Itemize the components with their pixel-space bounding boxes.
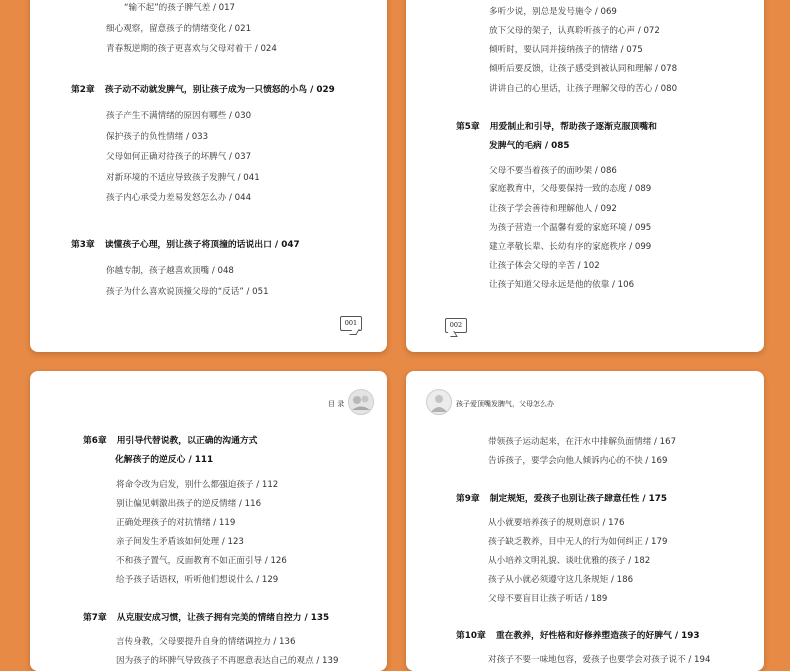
chapter-heading-5-cont: 发脾气的毛病 / 085 — [489, 141, 570, 151]
chapter-heading-9: 第9章 制定规矩，爱孩子也别让孩子肆意任性 / 175 — [456, 494, 667, 504]
toc-entry: 将命令改为启发，别什么都强迫孩子 / 112 — [116, 480, 279, 490]
toc-entry: 从小培养文明礼貌、谈吐优雅的孩子 / 182 — [488, 556, 651, 566]
toc-entry: 倾听时，要认同并接纳孩子的情绪 / 075 — [489, 45, 643, 55]
toc-entry: 父母如何正确对待孩子的坏脾气 / 037 — [106, 152, 252, 162]
toc-entry: 青春叛逆期的孩子更喜欢与父母对着干 / 024 — [106, 44, 277, 54]
toc-entry: 让孩子学会善待和理解他人 / 092 — [489, 204, 617, 214]
toc-entry: 对新环境的不适应导致孩子发脾气 / 041 — [106, 173, 260, 183]
running-header: 目 录 — [328, 400, 345, 408]
toc-entry: 从小就要培养孩子的规则意识 / 176 — [488, 518, 625, 528]
toc-entry: 保护孩子的负性情绪 / 033 — [106, 132, 209, 142]
toc-entry: 给予孩子话语权，听听他们想说什么 / 129 — [116, 575, 279, 585]
chapter-heading-3: 第3章 读懂孩子心理，别让孩子将顶撞的话说出口 / 047 — [71, 240, 300, 250]
chapter-heading-6-cont: 化解孩子的逆反心 / 111 — [115, 455, 214, 465]
toc-entry: 因为孩子的坏脾气导致孩子不再愿意表达自己的观点 / 139 — [116, 656, 339, 666]
toc-entry: 建立孝敬长辈、长幼有序的家庭秩序 / 099 — [489, 242, 652, 252]
toc-entry: 孩子内心承受力差易发怒怎么办 / 044 — [106, 193, 252, 203]
page-number-badge: 002 — [445, 318, 467, 333]
toc-entry: 为孩子营造一个温馨有爱的家庭环境 / 095 — [489, 223, 652, 233]
chapter-heading-7: 第7章 从克服安成习惯，让孩子拥有完美的情绪自控力 / 135 — [83, 613, 330, 623]
header-avatar-icon — [426, 389, 452, 415]
toc-entry: 告诉孩子，要学会向他人倾诉内心的不快 / 169 — [488, 456, 668, 466]
toc-entry: 倾听后要反馈，让孩子感受到被认同和理解 / 078 — [489, 64, 678, 74]
toc-entry: 多听少说，别总是发号施令 / 069 — [489, 7, 617, 17]
toc-entry: 不和孩子置气，反面教育不如正面引导 / 126 — [116, 556, 287, 566]
toc-page-4 — [406, 371, 764, 671]
chapter-heading-2: 第2章 孩子动不动就发脾气，别让孩子成为一只愤怒的小鸟 / 029 — [71, 85, 335, 95]
toc-entry: “输不起”的孩子脾气差 / 017 — [124, 3, 236, 13]
toc-page-1 — [30, 0, 387, 352]
toc-entry: 让孩子知道父母永远是他的依靠 / 106 — [489, 280, 635, 290]
toc-entry: 孩子缺乏教养，目中无人的行为如何纠正 / 179 — [488, 537, 668, 547]
toc-entry: 对孩子不要一味地包容，爱孩子也要学会对孩子说不 / 194 — [488, 655, 711, 665]
toc-page-3 — [30, 371, 387, 671]
toc-entry: 家庭教育中，父母要保持一致的态度 / 089 — [489, 184, 652, 194]
toc-entry: 孩子从小就必须遵守这几条规矩 / 186 — [488, 575, 634, 585]
toc-entry: 孩子为什么喜欢说顶撞父母的“反话” / 051 — [106, 287, 269, 297]
toc-entry: 孩子产生不满情绪的原因有哪些 / 030 — [106, 111, 252, 121]
toc-entry: 讲讲自己的心里话，让孩子理解父母的苦心 / 080 — [489, 84, 678, 94]
toc-entry: 父母不要当着孩子的面吵架 / 086 — [489, 166, 617, 176]
toc-entry: 放下父母的架子，认真聆听孩子的心声 / 072 — [489, 26, 660, 36]
toc-entry: 让孩子体会父母的辛苦 / 102 — [489, 261, 600, 271]
toc-entry: 带领孩子运动起来，在汗水中排解负面情绪 / 167 — [488, 437, 677, 447]
toc-page-2 — [406, 0, 764, 352]
toc-entry: 亲子间发生矛盾该如何处理 / 123 — [116, 537, 244, 547]
toc-entry: 言传身教，父母要提升自身的情绪调控力 / 136 — [116, 637, 296, 647]
chapter-heading-10: 第10章 重在教养，好性格和好修养塑造孩子的好脾气 / 193 — [456, 631, 700, 641]
toc-entry: 父母不要盲目让孩子听话 / 189 — [488, 594, 608, 604]
page-number-badge: 001 — [340, 316, 362, 331]
toc-entry: 正确处理孩子的对抗情绪 / 119 — [116, 518, 236, 528]
chapter-heading-5: 第5章 用爱制止和引导，帮助孩子逐渐克服顶嘴和 — [456, 122, 657, 132]
chapter-heading-6: 第6章 用引导代替说教，以正确的沟通方式 — [83, 436, 258, 446]
toc-entry: 你越专制，孩子越喜欢顶嘴 / 048 — [106, 266, 234, 276]
header-avatar-icon — [348, 389, 374, 415]
running-header: 孩子爱顶嘴发脾气，父母怎么办 — [456, 400, 554, 408]
toc-entry: 别让偏见刺激出孩子的逆反情绪 / 116 — [116, 499, 262, 509]
toc-entry: 细心观察，留意孩子的情绪变化 / 021 — [106, 24, 252, 34]
